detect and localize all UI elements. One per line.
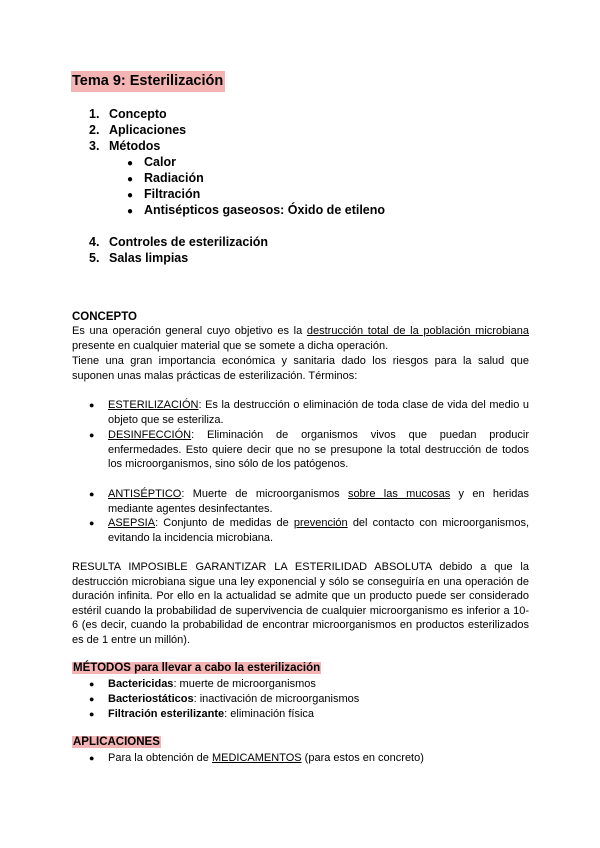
bullet-icon: ● xyxy=(89,489,95,499)
bullet-icon: ● xyxy=(127,158,134,169)
toc-sub-item: ● Antisépticos gaseosos: Óxido de etileno xyxy=(127,202,385,220)
term-asepsia: ● ASEPSIA: Conjunto de medidas de prevención del contacto con microorganismos, evitando la incidencia microbiana. xyxy=(89,517,529,544)
aplicacion-item: ● Para la obtención de MEDICAMENTOS (para estos en concreto) xyxy=(89,752,424,764)
toc-sub-item: ● Radiación xyxy=(127,170,204,188)
bullet-icon: ● xyxy=(127,190,134,201)
term-esterilizacion: ● ESTERILIZACIÓN: Es la destrucción o eliminación de toda clase de vida del medio u objeto que se esteriliza. xyxy=(89,399,529,426)
concepto-paragraph-2: Tiene una gran importancia económica y sanitaria dado los riesgos para la salud que suponen unas malas prácticas de esterilización. Términos: xyxy=(72,355,529,382)
metodo-item: ● Bacteriostáticos: inactivación de microorganismos xyxy=(89,693,360,705)
bullet-icon: ● xyxy=(89,709,95,719)
toc-item: 5. Salas limpias xyxy=(89,251,189,265)
metodos-heading: MÉTODOS para llevar a cabo la esterilización xyxy=(73,662,321,674)
toc-item: 2. Aplicaciones xyxy=(89,123,187,137)
bullet-icon: ● xyxy=(127,206,134,217)
toc-item: 1. Concepto xyxy=(89,107,167,121)
concepto-heading: CONCEPTO xyxy=(72,311,137,323)
metodo-item: ● Bactericidas: muerte de microorganismos xyxy=(89,678,316,690)
bullet-icon: ● xyxy=(127,174,134,185)
bullet-icon: ● xyxy=(89,753,95,763)
bullet-icon: ● xyxy=(89,518,95,528)
metodo-item: ● Filtración esterilizante: eliminación física xyxy=(89,708,315,720)
toc-sub-item: ● Filtración xyxy=(127,186,200,204)
bullet-icon: ● xyxy=(89,400,95,410)
aplicaciones-heading: APLICACIONES xyxy=(73,736,160,748)
toc-item: 3. Métodos xyxy=(89,139,161,153)
bullet-icon: ● xyxy=(89,679,95,689)
resulta-paragraph: RESULTA IMPOSIBLE GARANTIZAR LA ESTERILIDAD ABSOLUTA debido a que la destrucción microbiana sigue una ley exponencial y sólo se conseguiría en una operación de duración infinita. Por ello en la actualidad se admite que un producto puede ser considerado estéril cuando la probabilidad de supervivencia de cualquier microorganismo es inferior a 10-6 (es decir, cuando la probabilidad de encontrar microorganismos en productos esterilizados es de 1 entre un millón). xyxy=(72,561,529,646)
toc-item: 4. Controles de esterilización xyxy=(89,235,269,249)
page-title: Tema 9: Esterilización xyxy=(71,71,225,92)
bullet-icon: ● xyxy=(89,430,95,440)
concepto-paragraph-1: Es una operación general cuyo objetivo es la destrucción total de la población microbiana presente en cualquier material que se somete a dicha operación. xyxy=(72,325,529,352)
bullet-icon: ● xyxy=(89,694,95,704)
toc-sub-item: ● Calor xyxy=(127,154,176,172)
term-antiseptico: ● ANTISÉPTICO: Muerte de microorganismos sobre las mucosas y en heridas mediante agentes desinfectantes. xyxy=(89,488,530,515)
term-desinfeccion: ● DESINFECCIÓN: Eliminación de organismos vivos que puedan producir enfermedades. Esto quiere decir que no se presupone la total destrucción de todos los microorganismos, sino sólo de los patógenos. xyxy=(89,429,529,470)
